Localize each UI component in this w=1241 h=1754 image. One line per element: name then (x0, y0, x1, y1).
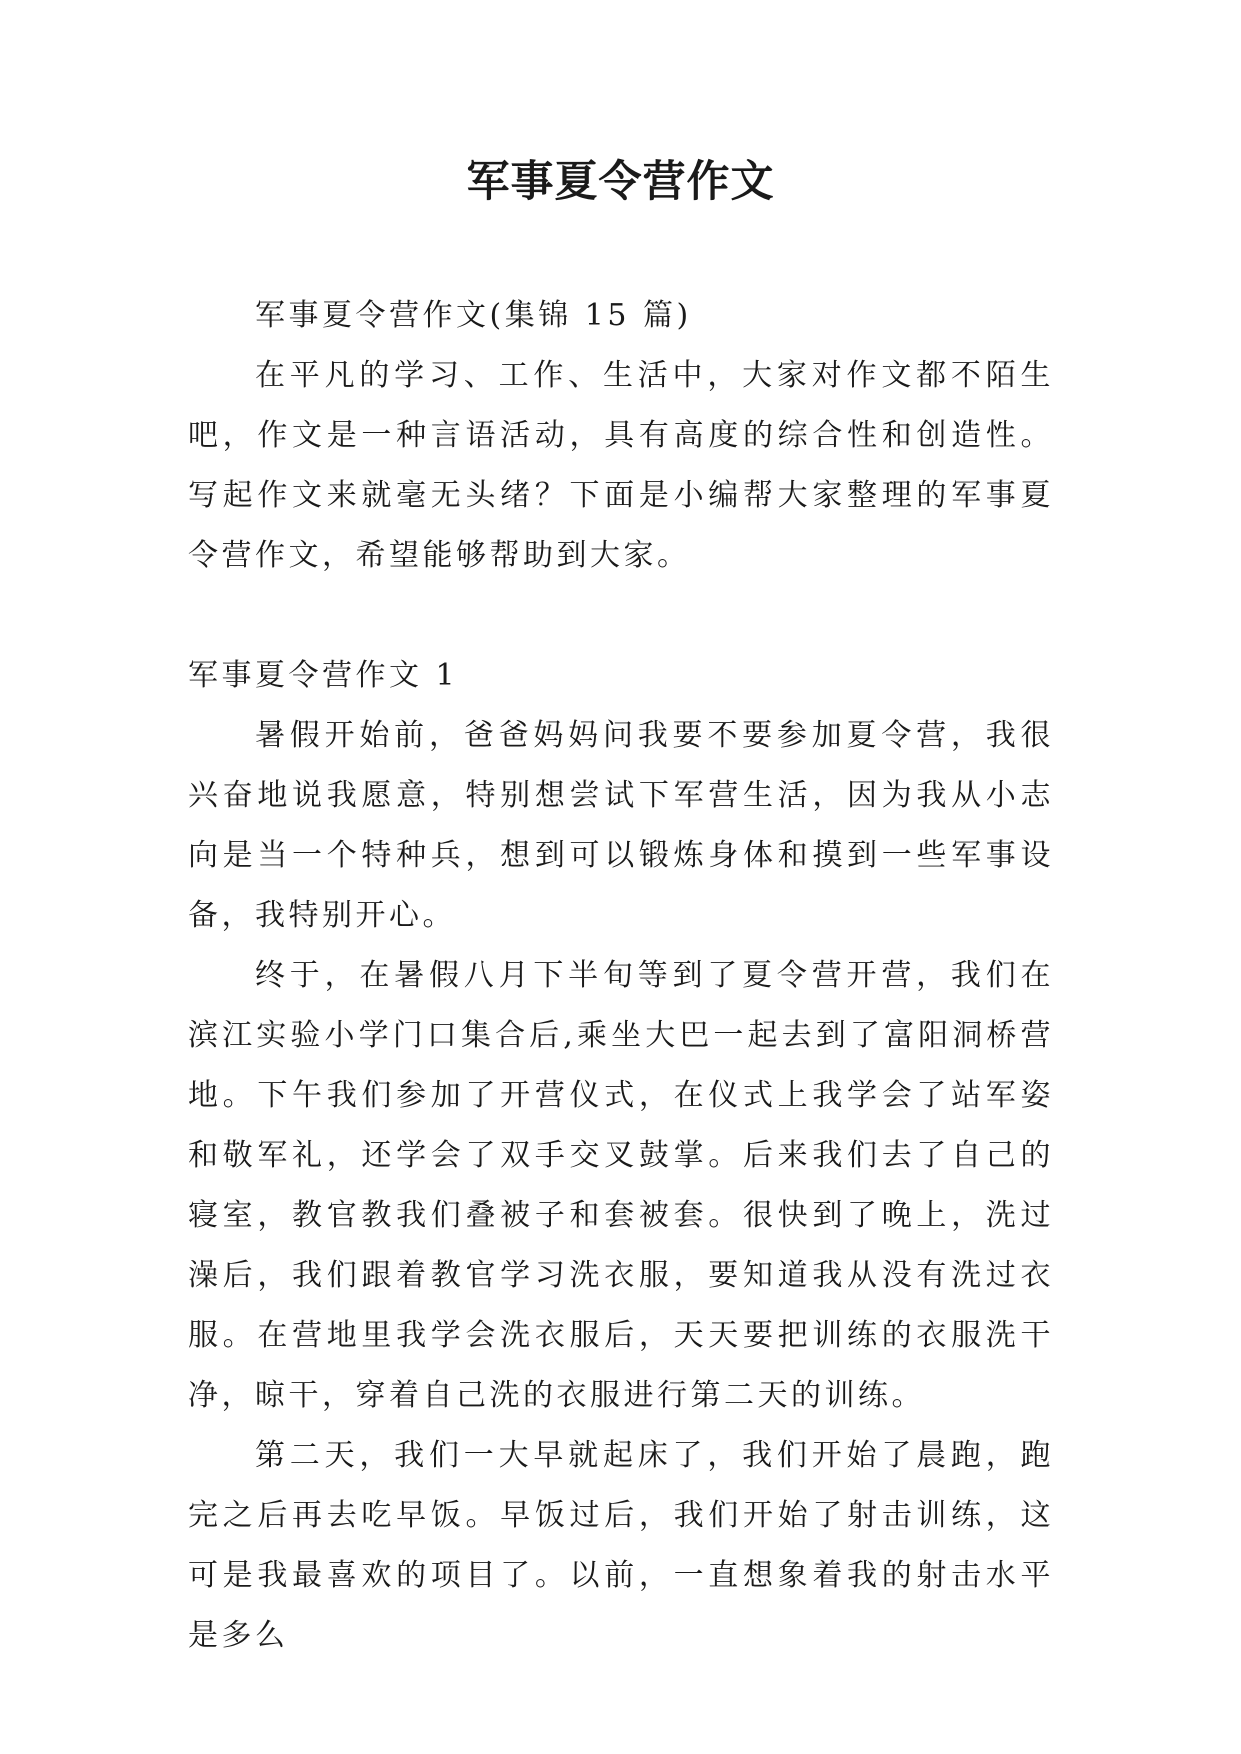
intro-paragraph: 在平凡的学习、工作、生活中，大家对作文都不陌生吧，作文是一种言语活动，具有高度的综合性和创造性。写起作文来就毫无头绪？下面是小编帮大家整理的军事夏令营作文，希望能够帮助到大家。 (188, 358, 1054, 573)
document-body (188, 286, 1054, 1666)
body-paragraph: 终于，在暑假八月下半旬等到了夏令营开营，我们在滨江实验小学门口集合后,乘坐大巴一起去到了富阳洞桥营地。下午我们参加了开营仪式，在仪式上我学会了站军姿和敬军礼，还学会了双手交叉鼓掌。后来我们去了自己的寝室，教官教我们叠被子和套被套。很快到了晚上，洗过澡后，我们跟着教官学习洗衣服，要知道我从没有洗过衣服。在营地里我学会洗衣服后，天天要把训练的衣服洗干净，晾干，穿着自己洗的衣服进行第二天的训练。 (188, 958, 1054, 1413)
body-paragraph: 暑假开始前，爸爸妈妈问我要不要参加夏令营，我很兴奋地说我愿意，特别想尝试下军营生活，因为我从小志向是当一个特种兵，想到可以锻炼身体和摸到一些军事设备，我特别开心。 (188, 718, 1054, 933)
document-subtitle: 军事夏令营作文(集锦 15 篇) (255, 298, 692, 333)
body-paragraph: 第二天，我们一大早就起床了，我们开始了晨跑，跑完之后再去吃早饭。早饭过后，我们开始了射击训练，这可是我最喜欢的项目了。以前，一直想象着我的射击水平是多么 (188, 1438, 1054, 1653)
section-heading: 军事夏令营作文 1 (188, 658, 459, 693)
document-title: 军事夏令营作文 (466, 157, 775, 207)
